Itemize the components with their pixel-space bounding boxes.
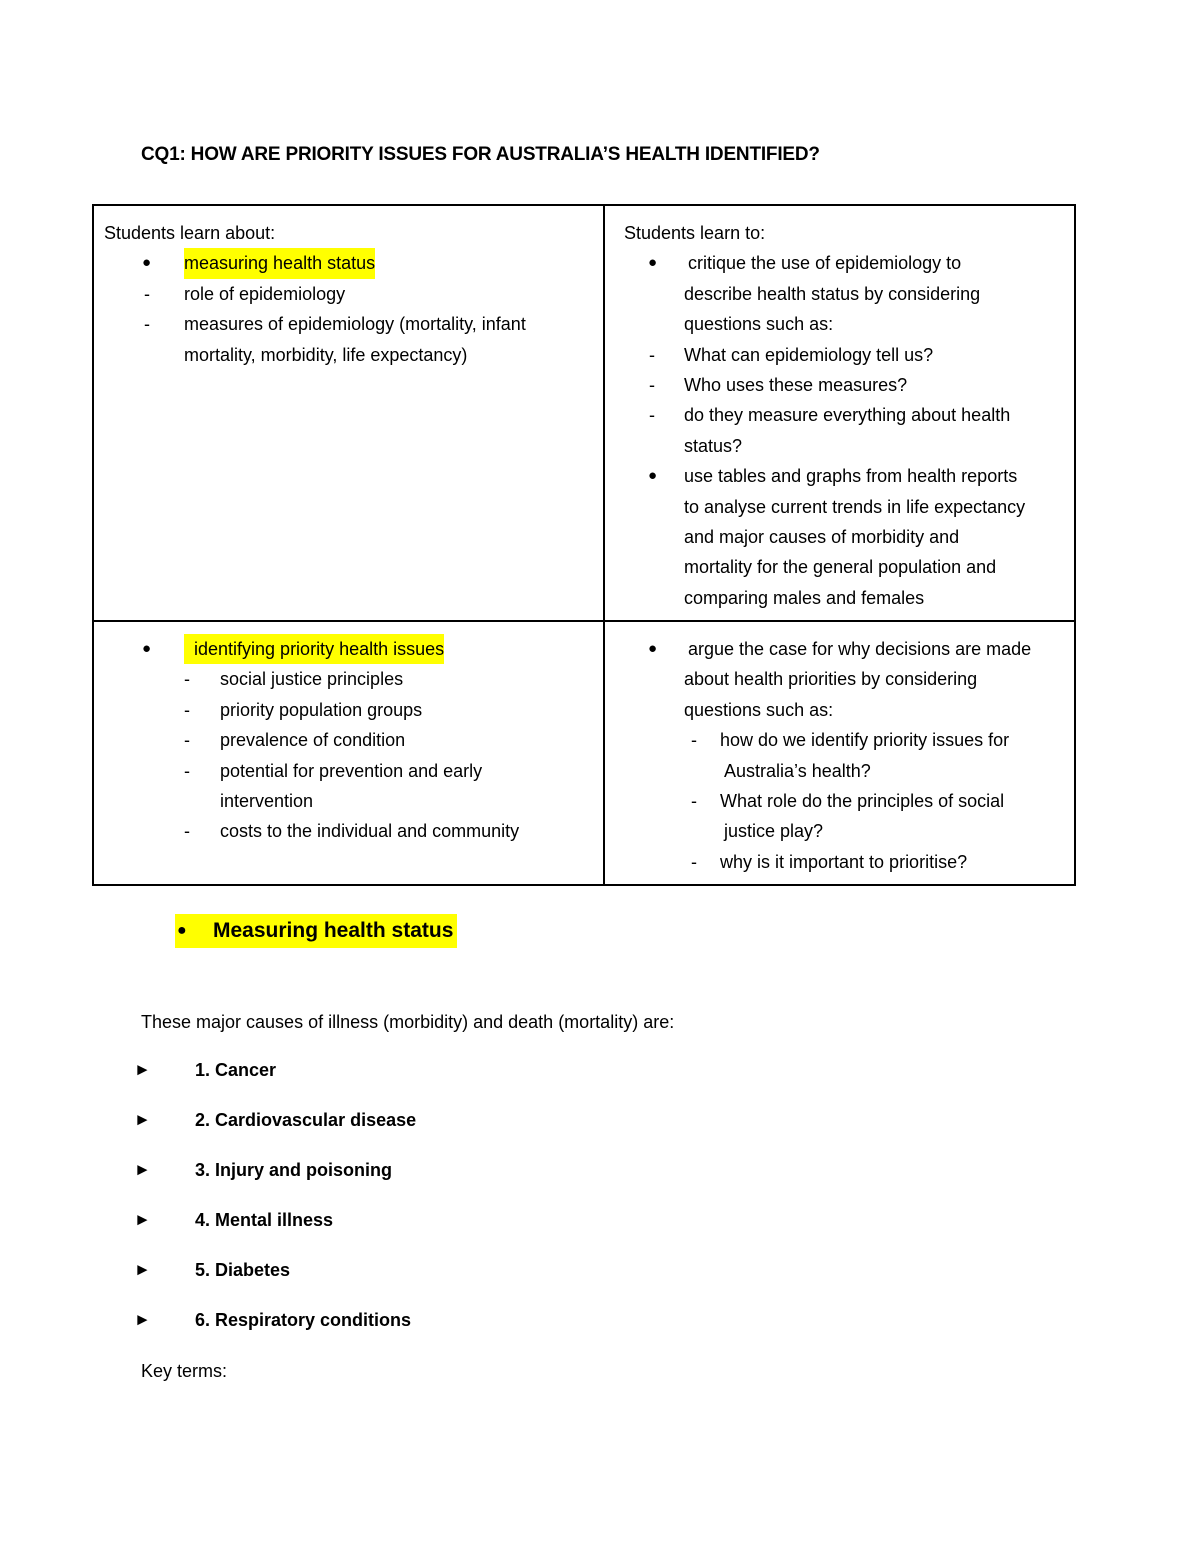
cell-header: Students learn to: [624, 223, 766, 243]
cause-label: 4. Mental illness [195, 1210, 334, 1230]
list-item: potential for prevention and early [220, 760, 483, 781]
cell-header: Students learn about: [104, 223, 276, 243]
question-item: do they measure everything about health [684, 405, 1011, 426]
list-item: use tables and graphs from health reports [684, 466, 1018, 487]
list-item: about health priorities by considering [684, 669, 978, 690]
bullet-icon: ● [648, 467, 658, 485]
table-divider-horizontal [94, 620, 1074, 622]
question-item: What can epidemiology tell us? [684, 344, 934, 365]
arrow-right-icon: ► [134, 1310, 151, 1329]
question-item: why is it important to prioritise? [720, 851, 968, 872]
list-item: role of epidemiology [184, 283, 346, 304]
dash-marker: - [184, 669, 190, 690]
list-item: measures of epidemiology (mortality, infant [184, 314, 526, 335]
dash-marker: - [649, 374, 655, 395]
list-item: comparing males and females [684, 587, 925, 608]
list-item: critique the use of epidemiology to [688, 253, 962, 274]
arrow-right-icon: ► [134, 1160, 151, 1179]
question-item: What role do the principles of social [720, 790, 1005, 811]
dash-marker: - [691, 790, 697, 811]
dash-marker: - [184, 760, 190, 781]
dash-marker: - [691, 851, 697, 872]
dash-marker: - [691, 730, 697, 751]
table-cell-argue-case [624, 634, 1064, 877]
page-title: CQ1: HOW ARE PRIORITY ISSUES FOR AUSTRALIA’S HEALTH IDENTIFIED? [141, 144, 820, 165]
dash-marker: - [144, 314, 150, 335]
highlighted-bullet-text: identifying priority health issues [184, 634, 444, 664]
list-item: and major causes of morbidity and [684, 526, 960, 547]
key-terms-label: Key terms: [141, 1361, 228, 1381]
question-item: status? [684, 435, 743, 456]
intro-text: These major causes of illness (morbidity) and death (mortality) are: [141, 1012, 675, 1032]
dash-marker: - [649, 344, 655, 365]
cause-label: 1. Cancer [195, 1060, 277, 1080]
table-cell-learn-about [104, 218, 594, 370]
list-item: describe health status by considering [684, 283, 981, 304]
list-item: questions such as: [684, 314, 834, 335]
section-heading [175, 914, 457, 948]
dash-marker: - [184, 699, 190, 720]
dash-marker: - [184, 730, 190, 751]
highlighted-bullet-text: measuring health status [184, 248, 375, 278]
dash-marker: - [649, 405, 655, 426]
list-item: priority population groups [220, 699, 423, 720]
cause-label: 2. Cardiovascular disease [195, 1110, 417, 1130]
bullet-icon: ● [648, 640, 658, 657]
cause-label: 6. Respiratory conditions [195, 1310, 412, 1330]
arrow-right-icon: ► [134, 1210, 151, 1229]
list-item: questions such as: [684, 699, 834, 720]
list-item: costs to the individual and community [220, 821, 520, 842]
bullet-icon: ● [142, 640, 152, 657]
list-item: argue the case for why decisions are made [688, 639, 1032, 659]
bullet-icon: ● [142, 254, 152, 272]
dash-marker: - [184, 821, 190, 842]
list-item: prevalence of condition [220, 730, 406, 751]
list-item: social justice principles [220, 669, 404, 690]
question-item: Who uses these measures? [684, 374, 908, 395]
table-cell-priority-issues [104, 634, 594, 847]
cause-label: 5. Diabetes [195, 1260, 291, 1280]
bullet-icon: ● [648, 254, 658, 272]
list-item: to analyse current trends in life expectancy [684, 496, 1026, 517]
arrow-right-icon: ► [134, 1060, 151, 1079]
list-item: mortality for the general population and [684, 557, 997, 578]
list-item: mortality, morbidity, life expectancy) [184, 344, 468, 365]
question-item: Australia’s health? [724, 760, 871, 781]
table-divider-vertical [603, 206, 605, 884]
bullet-icon: ● [177, 922, 187, 939]
arrow-right-icon: ► [134, 1110, 151, 1129]
syllabus-table [92, 204, 1076, 886]
question-item: justice play? [724, 821, 824, 842]
arrow-right-icon: ► [134, 1260, 151, 1279]
table-cell-learn-to [624, 218, 1064, 613]
section-heading-text: Measuring health status [213, 919, 454, 942]
question-item: how do we identify priority issues for [720, 730, 1010, 751]
cause-label: 3. Injury and poisoning [195, 1160, 393, 1180]
dash-marker: - [144, 283, 150, 304]
list-item: intervention [220, 790, 314, 811]
